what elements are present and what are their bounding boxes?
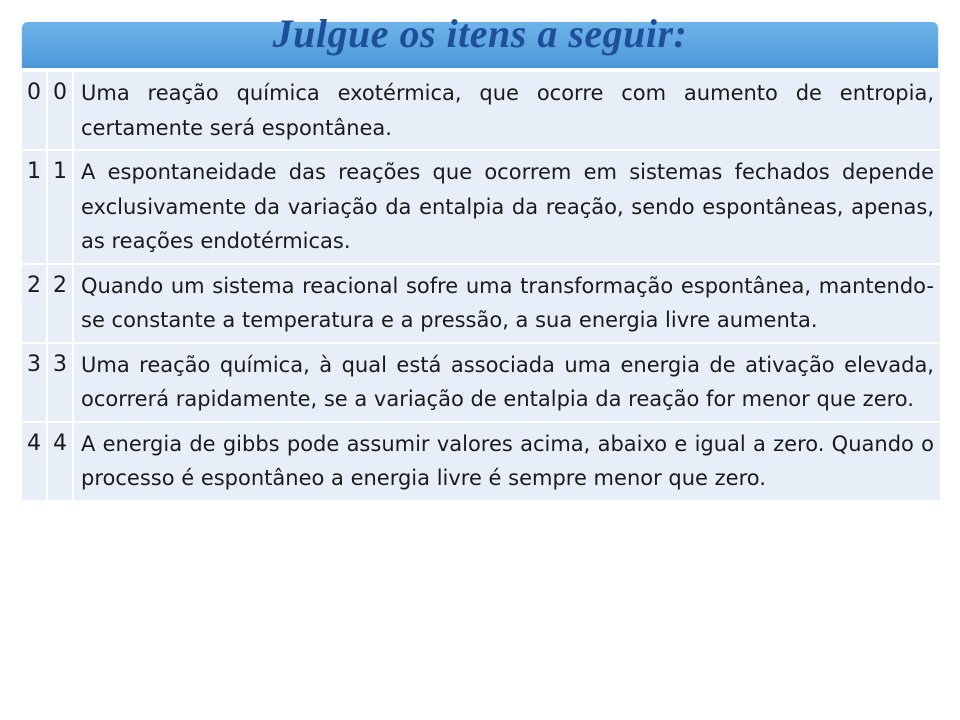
item-number-left: 2 xyxy=(21,264,47,343)
item-number-left: 0 xyxy=(21,71,47,150)
item-number-right: 1 xyxy=(47,150,73,264)
item-number-left: 1 xyxy=(21,150,47,264)
item-number-left: 4 xyxy=(21,422,47,501)
item-number-right: 3 xyxy=(47,343,73,422)
item-statement: Uma reação química exotérmica, que ocorre com aumento de entropia, certamente será espontânea. xyxy=(73,71,941,150)
items-table xyxy=(20,70,942,502)
table-row xyxy=(21,343,941,422)
item-statement: A espontaneidade das reações que ocorrem em sistemas fechados depende exclusivamente da variação da entalpia da reação, sendo espontâneas, apenas, as reações endotérmicas. xyxy=(73,150,941,264)
item-number-right: 4 xyxy=(47,422,73,501)
table-row xyxy=(21,264,941,343)
item-number-right: 2 xyxy=(47,264,73,343)
table-row xyxy=(21,71,941,150)
slide-title: Julgue os itens a seguir: xyxy=(272,11,688,56)
item-number-right: 0 xyxy=(47,71,73,150)
item-statement: Uma reação química, à qual está associada uma energia de ativação elevada, ocorrerá rapidamente, se a variação de entalpia da reação for menor que zero. xyxy=(73,343,941,422)
item-number-left: 3 xyxy=(21,343,47,422)
item-statement: Quando um sistema reacional sofre uma transformação espontânea, mantendo-se constante a temperatura e a pressão, a sua energia livre aumenta. xyxy=(73,264,941,343)
table-row xyxy=(21,422,941,501)
item-statement: A energia de gibbs pode assumir valores acima, abaixo e igual a zero. Quando o processo é espontâneo a energia livre é sempre menor que zero. xyxy=(73,422,941,501)
table-row xyxy=(21,150,941,264)
